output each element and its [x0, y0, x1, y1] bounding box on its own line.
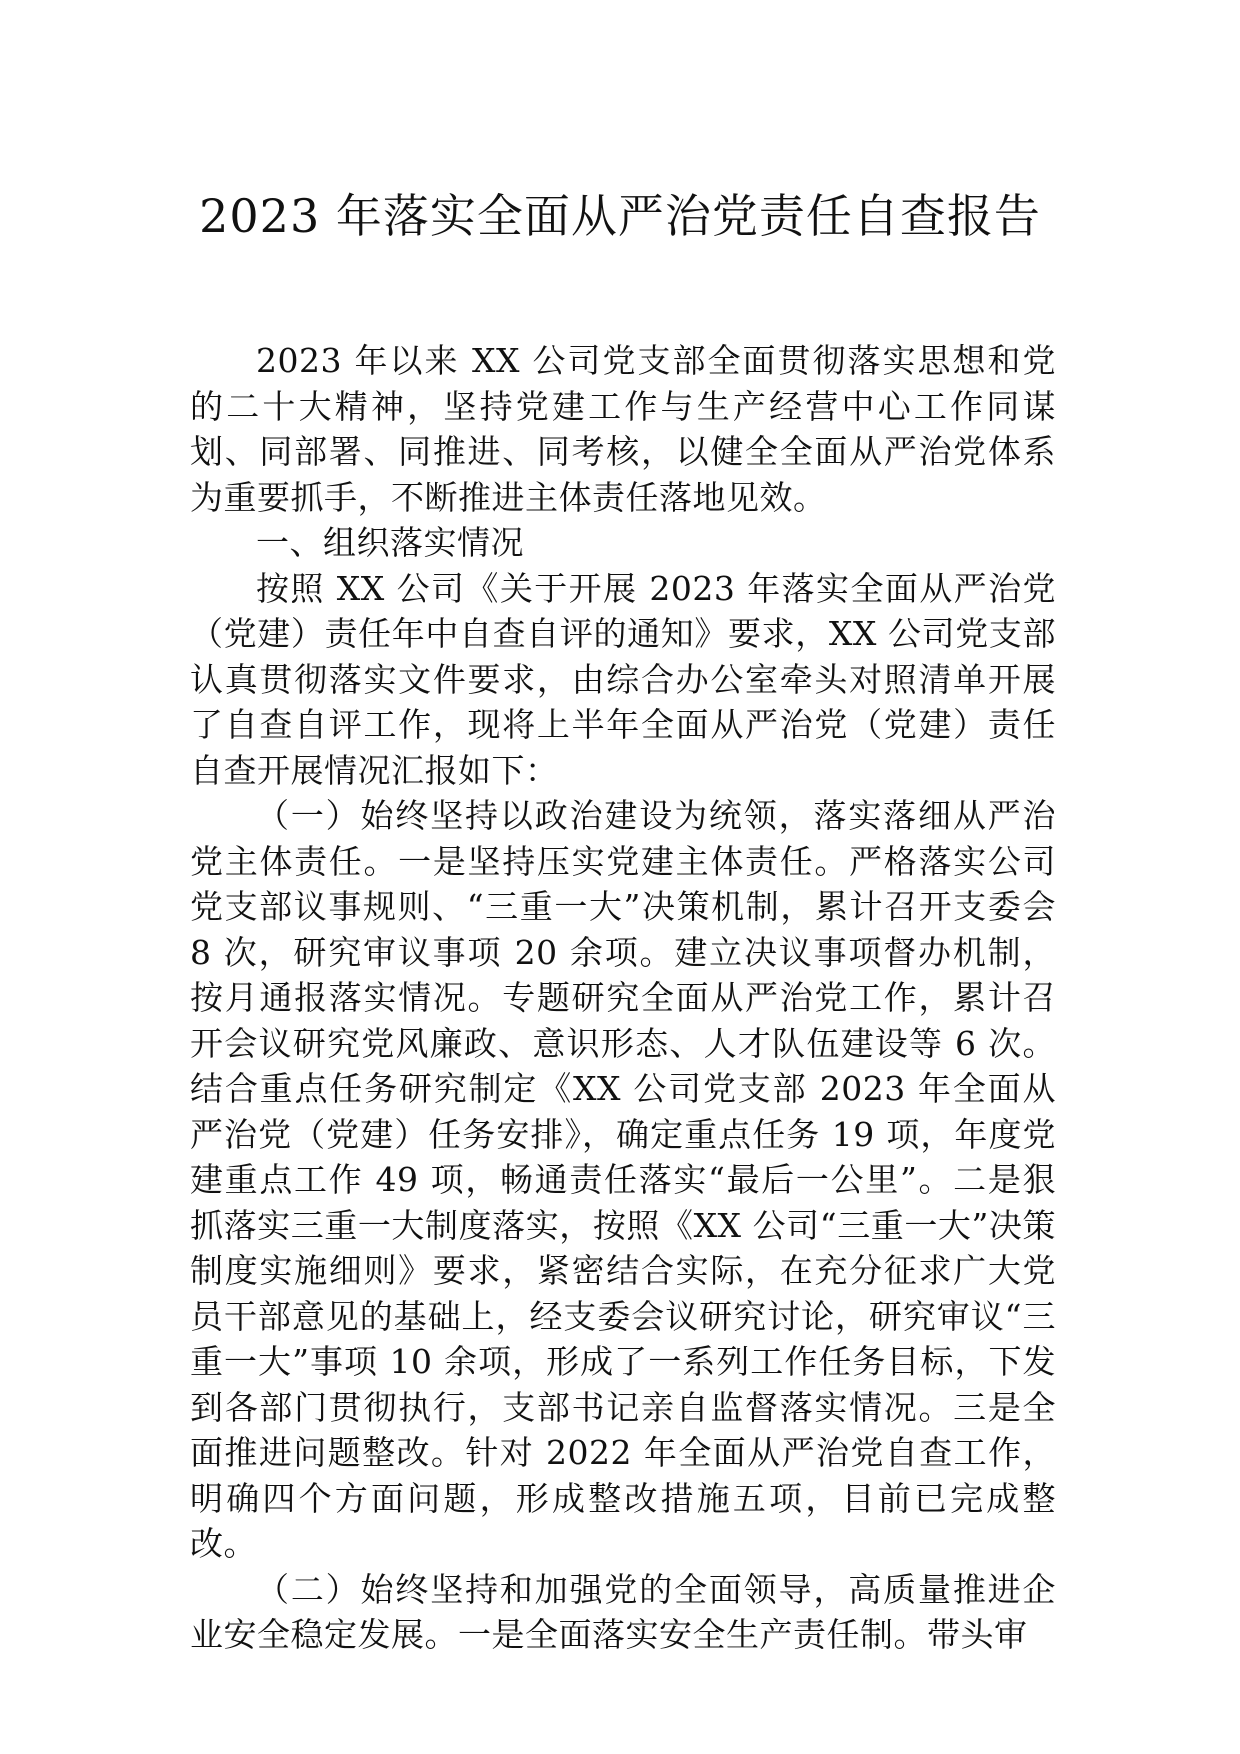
document-body [190, 338, 1056, 1658]
paragraph-subsection-2: （二）始终坚持和加强党的全面领导，高质量推进企业安全稳定发展。一是全面落实安全生产责任制。带头审 [190, 1569, 1056, 1654]
document-title: 2023 年落实全面从严治党责任自查报告 [199, 189, 1041, 243]
paragraph-subsection-1: （一）始终坚持以政治建设为统领，落实落细从严治党主体责任。一是坚持压实党建主体责任。严格落实公司党支部议事规则、“三重一大”决策机制，累计召开支委会 8 次，研究审议事项 20 余项。建立决议事项督办机制，按月通报落实情况。专题研究全面从严治党工作，累计召开会议研究党风廉政、意识形态、人才队伍建设等 6 次。结合重点任务研究制定《XX 公司党支部 2023 年全面从严治党（党建）任务安排》，确定重点任务 19 项，年度党建重点工作 49 项，畅通责任落实“最后一公里”。二是狠抓落实三重一大制度落实，按照《XX 公司“三重一大”决策制度实施细则》要求，紧密结合实际，在充分征求广大党员干部意见的基础上，经支委会议研究讨论，研究审议“三重一大”事项 10 余项，形成了一系列工作任务目标，下发到各部门贯彻执行，支部书记亲自监督落实情况。三是全面推进问题整改。针对 2022 年全面从严治党自查工作，明确四个方面问题，形成整改措施五项，目前已完成整改。 [190, 796, 1056, 1563]
section-heading-1: 一、组织落实情况 [256, 523, 524, 562]
intro-paragraph: 2023 年以来 XX 公司党支部全面贯彻落实思想和党的二十大精神，坚持党建工作与生产经营中心工作同谋划、同部署、同推进、同考核，以健全全面从严治党体系为重要抓手，不断推进主体责任落地见效。 [190, 341, 1056, 517]
paragraph-notice: 按照 XX 公司《关于开展 2023 年落实全面从严治党（党建）责任年中自查自评的通知》要求，XX 公司党支部认真贯彻落实文件要求，由综合办公室牵头对照清单开展了自查自评工作，现将上半年全面从严治党（党建）责任自查开展情况汇报如下： [190, 568, 1056, 790]
